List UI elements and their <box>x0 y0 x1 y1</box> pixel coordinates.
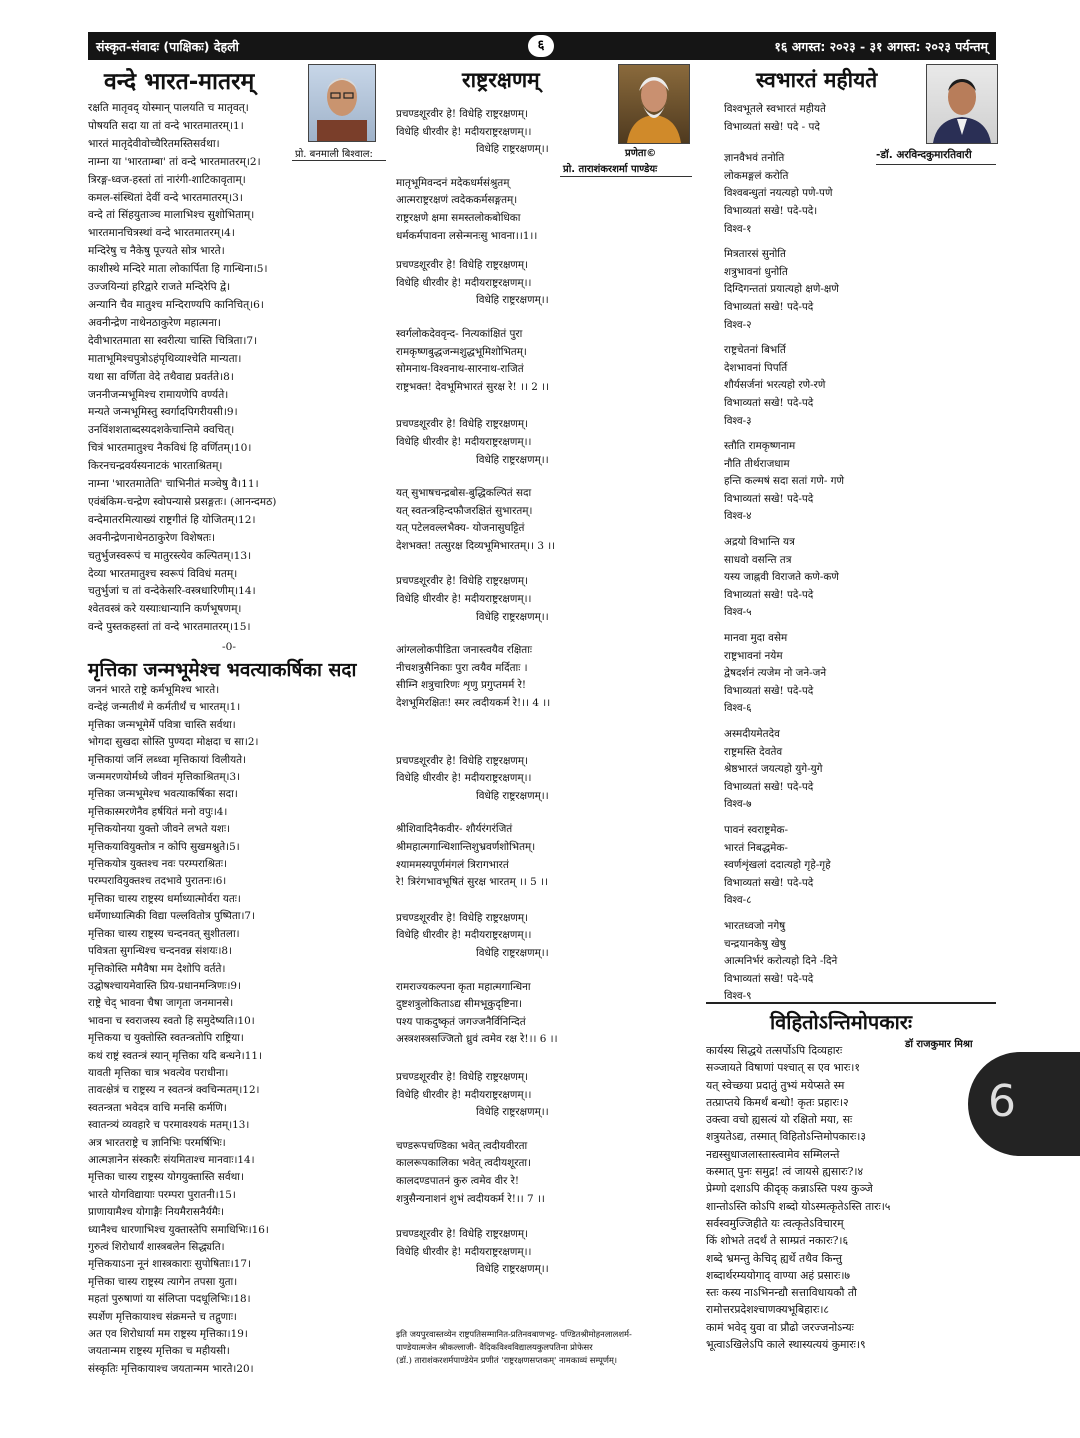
poem-line: नद्यस्सुधाजलास्तास्त्वामेव सम्मिलन्ते <box>706 1147 840 1161</box>
stanza <box>724 534 924 622</box>
poem-line: पश्य पाकदुष्कृतं जगज्जनैर्विनिन्दितं <box>396 1015 526 1028</box>
page-tab <box>968 1052 1080 1156</box>
note-line: इति जयपुरवास्तव्येन राष्ट्रपतिसम्मानित-प्रतिनवबाणभट्ट- पण्डितश्रीमोहनलालशर्म- <box>396 1329 632 1339</box>
poem-line: चण्डरूपचण्डिका भवेत् त्वदीयवीरता <box>396 1139 528 1152</box>
refrain-line: विधेहि राष्ट्ररक्षणम्।। <box>476 143 549 156</box>
poem-line: त्रिरङ्ग-ध्वज-हस्तां तां नारंगी-शाटिकावृताम्। <box>88 173 246 186</box>
poem-line: अत एव शिरोधार्या मम राष्ट्रस्य मृत्तिका।19। <box>88 1328 248 1341</box>
poem-line: मृत्तिका चास्य राष्ट्रस्य धर्माध्यात्मोर्वरा यतः। <box>88 892 241 905</box>
poem-line: नीचशत्रुसैनिकाः पुरा त्वयैव मर्दिताः । <box>396 661 528 674</box>
stanza <box>724 246 924 334</box>
poem-line: वन्दे तां सिंहयुताञ्च मालाभिश्च सुशोभिताम्। <box>88 209 255 222</box>
poem-line: विश्व-९ <box>724 990 752 1003</box>
page-tab-number: 6 <box>988 1076 1016 1127</box>
stanza <box>396 175 696 245</box>
poem-line: राष्ट्ररक्षणे क्षमा समस्तलोकबोधिका <box>396 211 521 224</box>
poem-line: राष्ट्रभावनां नयेम <box>724 649 783 662</box>
note-line: पाण्डेयात्मजेन श्रीकल्लाजी- वैदिकविश्वविद्यालयकुलपतिना प्रोफेसर <box>396 1342 593 1352</box>
poem-line: नाम्ना 'भारतमातेति' चाभिनीतं मञ्चेषु वै।11। <box>88 478 259 491</box>
poem-line: अन्यानि चैव मातुश्च मन्दिराण्यपि कानिचित्।6। <box>88 298 264 311</box>
poem-line: चतुर्भुजस्वरूपं च मातुरस्त्येव कल्पितम्।13। <box>88 549 252 562</box>
poem-line: आंग्ललोकपीडिता जनास्त्वयैव रक्षिताः <box>396 644 533 657</box>
col3-author: -डॉ. अरविन्दकुमारतिवारी <box>876 149 972 161</box>
refrain <box>396 106 696 159</box>
poem-line: वन्दे पुस्तकहस्तां तां वन्दे भारतमातरम्।15। <box>88 621 251 634</box>
refrain-line: विधेहि धीरवीर हे! मदीयराष्ट्ररक्षणम्।। <box>396 929 532 942</box>
poem-line: देशभावनां पिपर्ति <box>724 361 788 374</box>
col3-author2: डॉ राजकुमार मिश्रा <box>905 1039 973 1050</box>
poem-line: यत् सुभाषचन्द्रबोस-बुद्धिकल्पितं सदा <box>396 487 532 500</box>
note-line: (डॉ.) ताराशंकरशर्मपाण्डेयेन प्रणीतं 'राष्ट्ररक्षणसप्तकम्' नामकाव्यं सम्पूर्णम्। <box>396 1355 618 1365</box>
poem-line: दिग्दिगन्ततां प्रयात्यहो क्षणे-क्षणे <box>724 283 839 296</box>
refrain-line: विधेहि राष्ट्ररक्षणम्।। <box>476 946 549 959</box>
poem-line: शब्दार्थरम्ययोगाद् वाण्या अहं प्रसारः।७ <box>706 1268 851 1282</box>
poem-line: भारते योगविद्यायाः परम्परा पुरातनी।15। <box>88 1188 236 1201</box>
poem-line: अवनीन्द्रेण नाथेनठाकुरेण महात्मना। <box>88 316 221 329</box>
poem-line: कार्यस्य सिद्धये तत्सर्पोऽपि दिव्यहारः <box>706 1044 843 1057</box>
poem-line: मित्रतारसं सुनोति <box>724 248 786 261</box>
stanza <box>724 726 924 814</box>
poem-line: देशभक्त! तत्सुरक्ष दिव्यभूमिभारतम्।। 3 ।। <box>396 539 556 552</box>
col2-note <box>396 1328 632 1367</box>
poem-line: अस्त्रशस्त्रसज्जितो ध्रुवं त्वमेव रक्ष रे!।। 6 ।। <box>396 1033 558 1046</box>
poem-line: मन्दिरेषु च नैकेषु पूज्यते सोत्र भारते। <box>88 245 225 258</box>
col2-poem <box>396 106 696 1295</box>
poem-line: श्वेतवस्त्रं करे यस्याःधान्यानि कर्णभूषणम्। <box>88 603 242 616</box>
poem-line: शौर्यसर्जनां भरत्यहो रणे-रणे <box>724 379 826 392</box>
poem-line: माताभूमिश्चपुत्रोऽहंपृथिव्याश्चेति मान्यता। <box>88 352 242 365</box>
poem-line: यथा सा वर्णिता वेदे तथैवाद्य प्रवर्तते।8। <box>88 370 234 383</box>
col3-title2: विहितोऽन्तिमोपकारः <box>770 1010 913 1034</box>
poem-line: विभाव्यतां सखे! पदे-पदे <box>724 780 814 793</box>
stanza <box>724 918 924 1006</box>
poem-line: विभाव्यतां सखे! पदे-पदे <box>724 876 814 889</box>
col3-poem <box>724 101 924 1014</box>
intro <box>724 101 924 136</box>
poem-line: सोमनाथ-विश्वनाथ-सारनाथ-राजितं <box>396 363 524 376</box>
poem-line: विभाव्यतां सखे! पदे-पदे <box>724 972 814 985</box>
poem-line: यत् स्वतन्त्रहिन्दफौजरक्षितं सुभारतम्। <box>396 504 533 517</box>
poem-line: श्याममस्यपूर्णमंगलं त्रिरागभारतं <box>396 858 509 871</box>
poem-line: एवंबंकिम-चन्द्रेण स्वोपन्यासे प्रसङ्गतः। (आनन्दमठ) <box>88 495 277 508</box>
poem-line: जननीजन्मभूमिश्च रामायणेपि वर्ण्यते। <box>88 388 229 401</box>
refrain-line: प्रचण्डशूरवीर हे! विधेहि राष्ट्ररक्षणम्। <box>396 108 529 120</box>
poem-line: कमल-संस्थितां देवीं वन्दे भारतमातरम्।3। <box>88 191 243 204</box>
poem-line: महतां पुरुषाणां या संलिप्ता पदधूलिभिः।18। <box>88 1293 251 1306</box>
refrain-line: विधेहि राष्ट्ररक्षणम्।। <box>476 610 549 623</box>
refrain-line: विधेहि धीरवीर हे! मदीयराष्ट्ररक्षणम्।। <box>396 1245 532 1258</box>
end-mark: -0- <box>222 641 236 653</box>
poem-line: प्रेम्णो दशाऽपि कीदृक् कन्नाऽस्ति पश्य कुञ्जे <box>706 1182 873 1196</box>
col3-poem2 <box>706 1042 968 1353</box>
poem-line: विभाव्यतां सखे! पदे - पदे <box>724 120 820 133</box>
refrain-line: प्रचण्डशूरवीर हे! विधेहि राष्ट्ररक्षणम्। <box>396 575 529 588</box>
poem-line: मृत्तिकोस्ति ममैवैषा मम देशोपि वर्तते। <box>88 962 226 975</box>
poem-line: साधवो वसन्ति तत्र <box>724 553 792 566</box>
poem-line: रे! त्रिरंगभावभूषितं सुरक्ष भारतम् ।। 5 ।। <box>396 876 548 889</box>
stanza <box>396 1138 696 1208</box>
stanza <box>396 485 696 555</box>
poem-line: रामोत्तरप्रदेशश्चाणक्यभूबिहारः।८ <box>706 1303 830 1317</box>
poem-line: विश्व-६ <box>724 702 752 715</box>
poem-line: कथं राष्ट्रं स्वतन्त्रं स्यान् मृत्तिका यदि बन्धने।11। <box>88 1049 262 1062</box>
refrain-line: विधेहि राष्ट्ररक्षणम्।। <box>476 1106 549 1119</box>
poem-line: यावती मृत्तिका चात्र भवत्येव पराधीना। <box>88 1066 229 1079</box>
poem-line: रामकृष्णबुद्धजन्मशुद्धभूमिशोभितम्। <box>396 345 527 358</box>
poem-line: नौति तीर्थराजधाम <box>724 457 790 470</box>
poem-line: मृत्तिकयोनया युक्तो जीवने लभते यशः। <box>88 823 231 836</box>
poem-line: आत्मनिर्भरं करोत्यहो दिने -दिने <box>724 955 838 968</box>
stanza <box>724 150 924 238</box>
poem-line: वन्देहं जन्मतीर्थं मे कर्मतीर्थं च भारतम्।1। <box>88 701 241 714</box>
poem-line: मृत्तिकया च युक्तोस्ति स्वतन्त्रतोपि राष्ट्रिया। <box>88 1032 244 1045</box>
pranetaa-label: प्रणेता© <box>625 148 657 159</box>
poem-line: विश्वभूतले स्वभारतं महीयते <box>724 103 826 115</box>
poem-line: भूत्वाऽखिलेऽपि काले स्थास्यत्ययं कुमारः।९ <box>706 1338 866 1352</box>
col1-title: वन्दे भारत-मातरम् <box>104 69 255 95</box>
poem-line: दुष्टशत्रुलोकिताऽद्य सीमभूकुदृष्टिना। <box>396 998 522 1011</box>
poem-line: देव्या भारतमातुश्च स्वरूपं विविधं मतम्। <box>88 567 238 580</box>
poem-line: यत् पटेलवल्लभैक्य- योजनासुघट्टितं <box>396 522 525 535</box>
poem-line: मृत्तिकयोत्र युक्तश्च नवः परम्पराश्रितः। <box>88 858 227 871</box>
poem-line: उनविंशशताब्दस्यदशकेचान्तिमे क्वचित्। <box>88 424 235 437</box>
poem-line: मन्यते जन्मभूमिस्तु स्वर्गादपिगरीयसी।9। <box>88 406 238 419</box>
poem-line: मृत्तिकायां जनिं लब्ध्वा मृत्तिकायां विलीयते। <box>88 753 247 766</box>
poem-line: भारतं मातृदेवीवोच्चैरितमस्तिसर्वथा। <box>88 137 220 150</box>
stanza <box>724 342 924 430</box>
poem-line: उज्जयिन्यां हरिद्वारे राजते मन्दिरेपि द्वे। <box>88 281 231 294</box>
poem-line: भावना च स्वराजस्य स्वतो हि समुदेष्यति।10। <box>88 1014 255 1027</box>
poem-line: विभाव्यतां सखे! पदे-पदे <box>724 588 814 601</box>
stanza <box>396 642 696 712</box>
poem-line: राष्ट्रे चेद् भावना चैषा जागृता जनमानसे। <box>88 997 234 1010</box>
refrain-line: प्रचण्डशूरवीर हे! विधेहि राष्ट्ररक्षणम्। <box>396 911 529 924</box>
poem-line: अत्र भारतराष्ट्रे च ज्ञानिभिः परमर्षिभिः। <box>88 1136 226 1149</box>
refrain <box>396 257 696 310</box>
refrain-line: प्रचण्डशूरवीर हे! विधेहि राष्ट्ररक्षणम्। <box>396 259 529 272</box>
refrain-line: विधेहि राष्ट्ररक्षणम्।। <box>476 1263 549 1276</box>
poem-line: विश्व-८ <box>724 894 752 907</box>
poem-line: कालदण्डपातनं कुरु त्वमेव वीर रे! <box>396 1174 520 1187</box>
poem-line: ज्ञानवैभवं तनोति <box>724 152 785 165</box>
refrain-line: प्रचण्डशूरवीर हे! विधेहि राष्ट्ररक्षणम्। <box>396 418 529 431</box>
poem-line: देवीभारतमाता सा स्वरीत्या चास्ति चित्रिता।7। <box>88 334 258 347</box>
poem-line: अद्रयो विभान्ति यत्र <box>724 536 795 549</box>
poem-line: स्पर्शेण मृत्तिकायाश्च संक्रमन्ते च तद्गुणाः। <box>88 1310 237 1323</box>
poem-line: द्वेषदर्शनं त्यजेम नो जने-जने <box>724 667 827 680</box>
poem-line: पावनं स्वराष्ट्रमेक- <box>724 823 788 836</box>
refrain-line: विधेहि धीरवीर हे! मदीयराष्ट्ररक्षणम्।। <box>396 276 532 289</box>
poem-line: विभाव्यतां सखे! पदे-पदे <box>724 396 814 409</box>
stanza <box>724 438 924 526</box>
col2-title: राष्ट्ररक्षणम् <box>462 68 540 92</box>
poem-line: रामराज्यकल्पना कृता महात्मगान्धिना <box>396 980 531 993</box>
poem-line: तत्प्राप्तये किमर्थं बन्धो! कृतः प्रहारः।२ <box>706 1095 849 1109</box>
poem-line: राष्ट्रचेतनां बिभर्ति <box>724 344 786 357</box>
poem-line: काशीस्थे मन्दिरे माता लोकार्पिता हि गान्धिना।5। <box>88 263 268 276</box>
poem-line: स्वर्गलोकदेववृन्द- नित्यकांक्षितं पुरा <box>396 327 523 340</box>
col3-title: स्वभारतं महीयते <box>756 68 878 92</box>
poem-line: जयतान्मम राष्ट्रस्य मृत्तिका च महीयसी। <box>88 1345 230 1358</box>
stanza <box>396 979 696 1049</box>
poem-line: मृत्तिका चास्य राष्ट्रस्य त्यागेन तपसा युता। <box>88 1275 238 1288</box>
stanza <box>724 822 924 910</box>
refrain-line: विधेहि धीरवीर हे! मदीयराष्ट्ररक्षणम्।। <box>396 772 532 785</box>
poem-line: देशभूमिरक्षितः! स्मर त्वदीयकर्म रे!।। 4 ।। <box>396 697 551 710</box>
poem-line: अवनीन्द्रेणनाथेनठाकुरेण विशेषतः। <box>88 531 215 544</box>
poem-line: शत्रुसैन्यनाशनं शुभं त्वदीयकर्म रे!।। 7 ।। <box>396 1192 545 1205</box>
poem-line: मृत्तिका जन्मभूमेश्च भवत्याकर्षिका सदा। <box>88 788 238 801</box>
refrain-line: विधेहि धीरवीर हे! मदीयराष्ट्ररक्षणम्।। <box>396 1088 532 1101</box>
poem-line: चित्रं भारतमातुश्च नैकविधं हि वर्णितम्।10। <box>88 442 252 455</box>
date-range: १६ अगस्त: २०२३ - ३१ अगस्त: २०२३ पर्यन्तम् <box>774 39 988 54</box>
poem-line: विश्व-४ <box>724 510 752 523</box>
poem-line: विभाव्यतां सखे! पदे-पदे। <box>724 204 818 217</box>
poem-line: चन्द्रयानकेषु खेषु <box>724 937 786 950</box>
author-photo-arvind <box>926 64 998 144</box>
poem-line: विश्व-५ <box>724 606 752 619</box>
poem-line: धर्मेणाध्यात्मिकी विद्या पल्लवितोत्र पुष्पिता।7। <box>88 910 255 923</box>
poem-line: मृत्तिकयाऽना नूनं शास्त्रकाराः सुपोषिताः।17। <box>88 1258 251 1271</box>
poem-line: किरनचन्द्रवर्यस्यनाटकं भारताश्रितम्। <box>88 460 223 473</box>
poem-line: गुरुत्वं शिरोधार्यं शास्त्रबलेन सिद्ध्यति। <box>88 1241 225 1253</box>
poem-line: मृत्तिकयावियुक्तोत्र न कोपि सुखमश्नुते।5। <box>88 840 240 853</box>
refrain <box>396 1069 696 1122</box>
poem-line: सीम्नि शत्रुचारिणः शृणु प्रगुप्तमर्म रे! <box>396 679 527 692</box>
poem-line: हन्ति कल्मषं सदा सतां गणे- गणे <box>724 475 845 488</box>
poem-line: मृत्तिका चास्य राष्ट्रस्य चन्दनवत् सुशीतला। <box>88 927 240 940</box>
poem-line: भारतं निबद्धमेक- <box>724 841 788 854</box>
poem-line: मृत्तिका जन्मभूमेर्मे पवित्रा चास्ति सर्वथा। <box>88 718 236 731</box>
poem-line: नाम्ना या 'भारताम्बा' तां वन्दे भारतमातरम्।2। <box>88 155 261 168</box>
poem-line: पोषयति सदा या तां वन्दे भारतमातरम्।1। <box>88 119 244 132</box>
refrain <box>396 753 696 806</box>
poem-line: किं शोभते तदर्थं ते साम्प्रतं नकारः?।६ <box>706 1234 849 1248</box>
poem-line: श्रीमहात्मगान्धिशान्तिशुभ्रवर्णशोभितम्। <box>396 841 536 853</box>
poem-line: मानवा मुदा वसेम <box>724 632 788 645</box>
refrain-line: प्रचण्डशूरवीर हे! विधेहि राष्ट्ररक्षणम्। <box>396 1228 529 1241</box>
poem-line: वन्देमातरमित्याख्यं राष्ट्रगीतं हि योजितम्।12। <box>88 513 256 526</box>
poem-line: उद्घोषश्चायमेवास्ति प्रिय-प्रधानमन्त्रिणः।9। <box>88 979 241 992</box>
refrain-line: विधेहि राष्ट्ररक्षणम्।। <box>476 294 549 307</box>
poem-line: राष्ट्रमस्ति देवतेव <box>724 745 783 758</box>
poem-line: विभाव्यतां सखे! पदे-पदे <box>724 684 814 697</box>
poem-line: सर्वस्वमुज्जिहीते यः त्वत्कृतेऽविचारम् <box>706 1216 844 1230</box>
poem-line: राष्ट्रभक्त! देवभूमिभारतं सुरक्ष रे! ।। 2 ।। <box>396 380 549 393</box>
poem-line: सञ्जायते विषाणां पश्चात् स एव भारः।१ <box>706 1061 861 1075</box>
col1-author: प्रो. बनमाली बिश्वाल: <box>295 149 373 160</box>
refrain <box>396 910 696 963</box>
refrain-line: विधेहि धीरवीर हे! मदीयराष्ट्ररक्षणम्।। <box>396 435 532 448</box>
poem-line: लोकमङ्गलं करोति <box>724 169 789 182</box>
poem-line: स्वातन्त्र्यं व्यवहारे च परमावश्यकं मतम्।13। <box>88 1119 250 1132</box>
poem-line: अस्मदीयमेतदेव <box>724 728 780 740</box>
stanza <box>396 326 696 396</box>
poem-line: धर्मकर्मपावना लसेन्मनःसु भावना।।1।। <box>396 229 538 242</box>
poem-line: ध्यानैश्च धारणाभिश्च युक्तास्तेपि समाधिभिः।16। <box>88 1223 269 1236</box>
page-number-badge: ६ <box>528 35 554 57</box>
refrain-line: विधेहि धीरवीर हे! मदीयराष्ट्ररक्षणम्।। <box>396 125 532 138</box>
poem-line: भोगदा सुखदा सोस्ति पुण्यदा मोक्षदा च सा।2। <box>88 736 259 749</box>
col2-author: प्रो. ताराशंकरशर्मा पाण्डेयः <box>563 164 658 175</box>
poem-line: तावत्क्षेत्रं च राष्ट्रस्य न स्वतन्त्रं क्वचिन्मतम्।12। <box>88 1084 260 1097</box>
poem-line: मृत्तिका चास्य राष्ट्रस्य योगयुक्तास्ति सर्वथा। <box>88 1171 244 1184</box>
poem-line: संस्कृतिः मृत्तिकायाश्च जयतान्मम भारते।20। <box>88 1362 254 1375</box>
col1-poem <box>88 100 378 637</box>
poem-line: विश्व-२ <box>724 318 752 331</box>
poem-line: चतुर्भुजां च तां वन्देकेसरि-वस्त्रधारिणीम्।14। <box>88 585 256 598</box>
refrain-line: प्रचण्डशूरवीर हे! विधेहि राष्ट्ररक्षणम्। <box>396 1070 529 1083</box>
poem-line: विश्वबन्धुतां नयत्यहो पणे-पणे <box>724 187 833 200</box>
poem-line: जननं भारते राष्ट्रे कर्मभूमिश्च भारते। <box>88 684 220 696</box>
refrain-line: विधेहि राष्ट्ररक्षणम्।। <box>476 789 549 802</box>
poem-line: विभाव्यतां सखे! पदे-पदे <box>724 300 814 313</box>
refrain-line: प्रचण्डशूरवीर हे! विधेहि राष्ट्ररक्षणम्। <box>396 754 529 767</box>
poem-line: विश्व-७ <box>724 798 752 811</box>
poem-line: श्रीशिवादिनैकवीर- शौर्यरंगरंजितं <box>396 823 513 836</box>
col1-title2: मृत्तिका जन्मभूमेश्च भवत्याकर्षिका सदा <box>88 659 357 681</box>
refrain <box>396 573 696 626</box>
poem-line: शत्रुयतेऽद्य, तस्मात् विहितोऽन्तिमोपकारः।३ <box>706 1130 866 1144</box>
poem-line: पवित्रता सुगन्धिश्च चन्दनवन्न संशयः।8। <box>88 945 232 958</box>
poem-line: मृत्तिकास्मरणेनैव हर्षयितं मनो वपुः।4। <box>88 805 228 818</box>
refrain <box>396 416 696 469</box>
poem-line: शब्दे भ्रमन्तु केचिद् ह्यर्थे तथैव किन्तु <box>706 1251 843 1265</box>
poem-line: भारतध्वजो नगेषु <box>724 919 786 932</box>
publication-name: संस्कृत-संवादः (पाक्षिकः) देहली <box>96 39 239 54</box>
poem-line: स्वतन्त्रता भवेदत्र वाचि मनसि कर्मणि। <box>88 1101 227 1114</box>
poem-line: परम्परावियुक्तश्च तदभावे पुरातनः।6। <box>88 875 227 888</box>
col1-poem2 <box>88 682 384 1378</box>
poem-line: यत् स्वेच्छया प्रदातुं तुभ्यं मयेप्सते स्म <box>706 1078 845 1092</box>
poem-line: रक्षति मातृवद् योस्मान् पालयति च मातृवत्। <box>88 102 249 114</box>
poem-line: कालरूपकालिका भवेत् त्वदीयशूरता। <box>396 1157 532 1170</box>
poem-line: मातृभूमिवन्दनं मदेकधर्मसंश्रुतम् <box>396 176 510 189</box>
poem-line: यस्य जाह्नवी विराजते कणे-कणे <box>724 571 839 584</box>
refrain-line: विधेहि राष्ट्ररक्षणम्।। <box>476 453 549 466</box>
stanza <box>396 821 696 891</box>
poem-line: आत्मज्ञानेन संस्कारैः संयमिताश्च मानवाः।14। <box>88 1153 255 1166</box>
poem-line: विश्व-१ <box>724 222 752 235</box>
poem-line: कामं भवेद् युवा वा प्रौढो जरज्जनोऽन्यः <box>706 1320 854 1334</box>
poem-line: शान्तोऽस्ति कोऽपि शब्दो योऽस्मत्कृतेऽस्ति तारः।५ <box>706 1199 891 1213</box>
poem-line: स्तः कस्य नाऽभिनन्द्यौ सत्ताविधायकौ तौ <box>706 1286 857 1300</box>
poem-line: स्तौति रामकृष्णनाम <box>724 440 796 453</box>
poem-line: विभाव्यतां सखे! पदे-पदे <box>724 492 814 505</box>
stanza <box>724 630 924 718</box>
poem-line: प्राणायामैश्च योगाङ्गैः नियमैरासनैर्यमैः। <box>88 1206 224 1219</box>
poem-line: स्वर्णशृंखलां ददात्यहो गृहे-गृहे <box>724 859 831 872</box>
poem-line: कस्मात् पुनः समुद्र! त्वं जायसे ह्यसारः?।४ <box>706 1165 864 1179</box>
poem-line: भारतमानचित्रस्थां वन्दे भारतमातरम्।4। <box>88 227 235 240</box>
poem-line: श्रेष्ठभारतं जयत्यहो युगे-युगे <box>724 763 823 776</box>
refrain-line: विधेहि धीरवीर हे! मदीयराष्ट्ररक्षणम्।। <box>396 593 532 606</box>
section-rule <box>706 1002 996 1004</box>
poem-line: शत्रुभावनां धुनोति <box>724 265 788 278</box>
poem-line: उक्त्वा वचो ह्यसत्यं यो रक्षितो मया, सः <box>706 1113 853 1127</box>
poem-line: जन्ममरणयोर्मध्ये जीवनं मृत्तिकाश्रितम्।3। <box>88 771 241 784</box>
poem-line: आत्मराष्ट्ररक्षणं त्वदेककर्मसङ्गतम्। <box>396 194 518 207</box>
poem-line: विश्व-३ <box>724 414 752 427</box>
refrain <box>396 1226 696 1279</box>
